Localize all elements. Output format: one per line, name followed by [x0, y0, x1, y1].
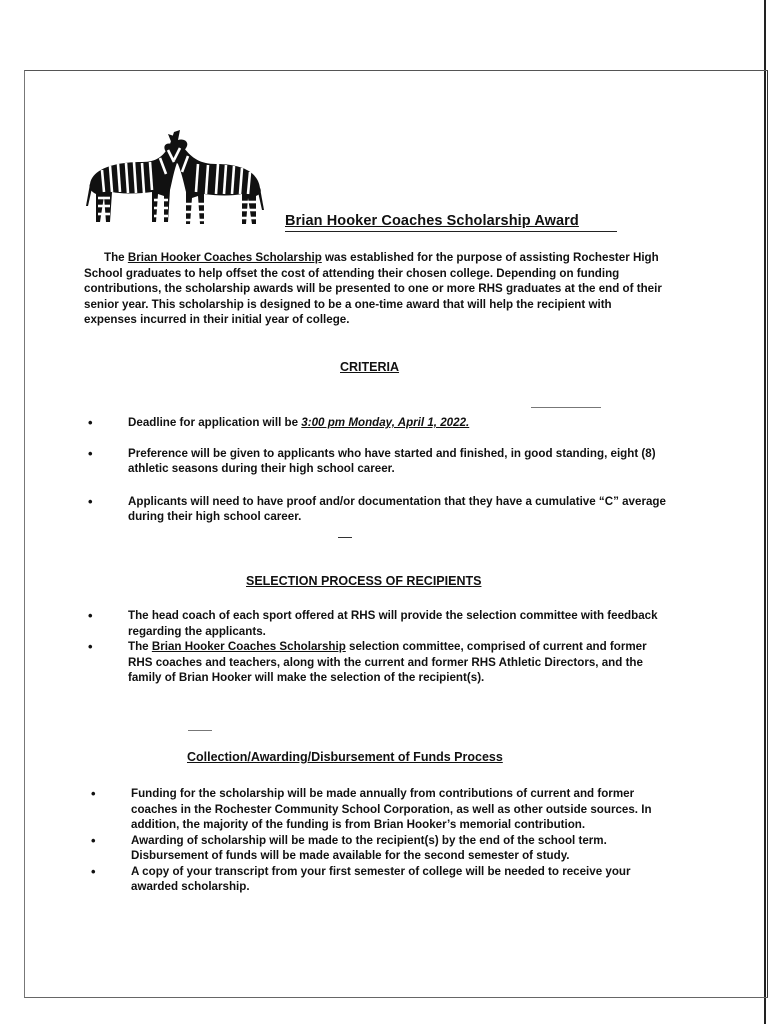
- bullet-icon: •: [88, 493, 93, 509]
- bullet-icon: •: [91, 863, 96, 879]
- list-item: [88, 639, 668, 686]
- list-item: [88, 494, 668, 525]
- list-item-text: Awarding of scholarship will be made to the recipient(s) by the end of the school term. Disbursement of funds will be made available for the second semester of study.: [131, 833, 607, 862]
- list-item: [91, 786, 666, 833]
- selection-lead: The: [128, 640, 152, 653]
- deadline-prefix: Deadline for application will be: [128, 416, 302, 429]
- bullet-icon: •: [91, 786, 96, 801]
- scan-mark: [338, 537, 352, 538]
- bullet-icon: •: [91, 832, 96, 848]
- selection-rest: selection committee, comprised of current and former RHS coaches and teachers, along with the current and former RHS Athletic Directors, and the family of Brian Hooker will make the selection of the recipient(s).: [128, 640, 647, 684]
- list-item-text: A copy of your transcript from your first semester of college will be needed to receive your awarded scholarship.: [131, 864, 631, 893]
- funds-list: [91, 786, 666, 895]
- intro-body: was established for the purpose of assisting Rochester High School graduates to help offset the cost of attending their chosen college. Depending on funding contributions, the scholarship awards will be presented to one or more RHS graduates at the end of their senior year. This scholarship is designed to be a one-time award that will help the recipient with expenses incurred in their initial year of college.: [84, 251, 662, 326]
- intro-paragraph: [84, 250, 664, 328]
- scan-mark: [531, 407, 601, 408]
- scan-mark: [188, 730, 212, 731]
- bullet-icon: •: [88, 445, 93, 461]
- criteria-heading: CRITERIA: [340, 360, 400, 374]
- list-item: [91, 833, 666, 864]
- scholarship-name: Brian Hooker Coaches Scholarship: [151, 640, 346, 653]
- list-item-text: Funding for the scholarship will be made annually from contributions of current and former coaches in the Rochester Community School Corporation, as well as other outside sources. In addition, the majority of the funding is from Brian Hooker’s memorial contribution.: [131, 787, 652, 831]
- list-item: [88, 446, 668, 477]
- list-item-text: Preference will be given to applicants who have started and finished, in good standing, eight (8) athletic seasons during their high school career.: [128, 446, 656, 475]
- list-item: [88, 415, 668, 431]
- zebra-pair-icon: [82, 126, 264, 230]
- selection-list: [88, 608, 668, 686]
- bullet-icon: •: [88, 639, 93, 654]
- list-item-text: Applicants will need to have proof and/or documentation that they have a cumulative “C” average during their high school career.: [128, 494, 666, 523]
- page-title: Brian Hooker Coaches Scholarship Award: [285, 213, 579, 229]
- list-item-text: The head coach of each sport offered at RHS will provide the selection committee with feedback regarding the applicants.: [128, 609, 658, 638]
- title-underline-rule: [285, 231, 617, 232]
- bullet-icon: •: [88, 415, 93, 430]
- funds-heading: Collection/Awarding/Disbursement of Funds Process: [187, 750, 503, 764]
- list-item: [91, 864, 666, 895]
- selection-heading: SELECTION PROCESS OF RECIPIENTS: [246, 574, 482, 588]
- criteria-list: [88, 415, 668, 525]
- intro-lead: The: [104, 251, 128, 264]
- bullet-icon: •: [88, 608, 93, 623]
- list-item: [88, 608, 668, 639]
- deadline-date: 3:00 pm Monday, April 1, 2022.: [301, 416, 470, 429]
- scholarship-name: Brian Hooker Coaches Scholarship: [127, 251, 322, 264]
